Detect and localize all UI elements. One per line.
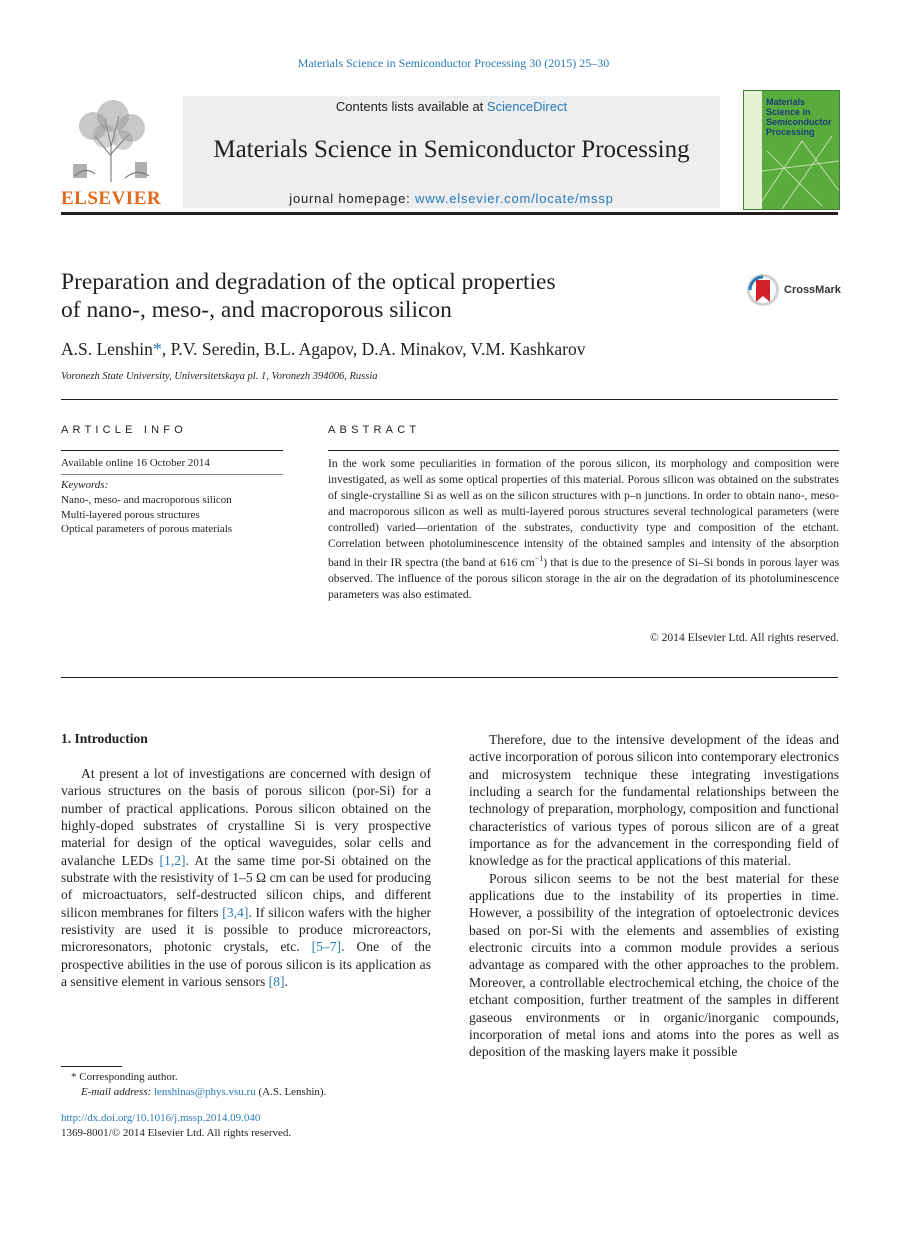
abstract-heading-rule [328,450,839,451]
abstract-text-part-1: In the work some peculiarities in formation of the porous silicon, its morphology and composition were investigated, as well as some optical properties of this material. Porous silicon was obtained on the substrates of single-crystalline Si as well as on the silicon structures with p–n junctions. In order to obtain nano-, meso- and macroporous silicon as well as multi-layered porous structures several technological parameters (were controlled) varied—orientation of the substrates, conductivity type and composition of the etchant. Correlation between photoluminescence intensity of the obtained samples and intensity of the absorption band in their IR spectra (the band at 616 cm [328,457,839,570]
homepage-link[interactable]: www.elsevier.com/locate/mssp [415,191,614,206]
affiliation: Voronezh State University, Universitetskaya pl. 1, Voronezh 394006, Russia [61,371,378,382]
crossmark-icon [746,272,780,308]
footnote [61,1070,326,1100]
email-link[interactable]: lenshinas@phys.vsu.ru [153,1086,256,1098]
elsevier-tree-icon [65,96,157,184]
crossmark-badge[interactable] [746,272,840,308]
citation-3-4[interactable]: [3,4] [222,904,249,920]
abstract-superscript: −1 [534,554,544,564]
paragraph-1 [61,765,431,990]
left-column [61,765,431,990]
email-line [61,1085,326,1100]
abstract-text-part-2: ) that is due to the presence of Si–Si bonds in porous layer was observed. The influence of the porous silicon storage in the air on the degradation of its photoluminescence parameters was also estimated. [328,556,839,602]
title-line-1: Preparation and degradation of the optical properties [61,269,556,295]
cover-strip [744,91,762,209]
introduction-heading: 1. Introduction [61,731,148,746]
abstract-text [328,456,839,603]
corresponding-author-note: * Corresponding author. [71,1071,178,1083]
cover-title: Materials Science in Semiconductor Processing [766,97,832,137]
available-rule [61,474,283,475]
available-online: Available online 16 October 2014 [61,457,210,469]
issn-line: 1369-8001/© 2014 Elsevier Ltd. All rights reserved. [61,1127,292,1139]
sciencedirect-link[interactable]: ScienceDirect [486,99,568,114]
abstract-copyright: © 2014 Elsevier Ltd. All rights reserved. [649,631,839,644]
article-info-heading: ARTICLE INFO [61,424,187,436]
info-heading-rule [61,450,283,451]
right-column [469,731,839,1061]
abstract-heading: ABSTRACT [328,424,421,436]
title-line-2: of nano-, meso-, and macroporous silicon [61,297,452,323]
keyword-item: Optical parameters of porous materials [61,523,233,536]
doi-link[interactable]: http://dx.doi.org/10.1016/j.mssp.2014.09.040 [61,1112,261,1124]
contents-prefix: Contents lists available at [335,99,487,114]
elsevier-logo[interactable] [61,96,161,208]
citation-1-2[interactable]: [1,2] [159,852,186,868]
footnote-rule [61,1066,122,1067]
p1-text-c: . If silicon wafers with the higher resistivity are used it is possible to produce microreactors, microresonators, photonic crystals, etc. [61,904,432,955]
author-list [61,339,585,360]
paragraph-3: Porous silicon seems to be not the best material for these applications due to the instability of its properties in time. However, a possibility of the integration of optoelectronic devices based on por-Si with the elements and assemblies of existing electronic circuits into a common module provides a serious advantage as compared with the other approaches to the problem. Moreover, a controllable electrochemical etching, the choice of the etchant composition, further treatment of the samples in different gaseous environments or in organic/inorganic compounds, incorporation of metal ions and atoms into the pores as well as deposition of the masking layers make it possible [469,870,839,1060]
corresponding-author-mark[interactable]: * [152,339,162,359]
journal-title: Materials Science in Semiconductor Processing [213,136,690,163]
authors-rest: , P.V. Seredin, B.L. Agapov, D.A. Minakov, V.M. Kashkarov [161,339,586,359]
article-title [61,268,701,324]
homepage-prefix: journal homepage: [289,191,415,206]
homepage-line [183,191,720,206]
elsevier-wordmark: ELSEVIER [61,188,162,209]
p1-text-a: At present a lot of investigations are concerned with design of various structures on the basis of porous silicon (por-Si) for a number of practical applications. Porous silicon obtained on the highly-doped substrates of crystalline Si is very prospective material for design of the optical waveguides, solar cells and avalanche LEDs [61,766,431,868]
keywords-block [61,478,232,537]
journal-banner [183,96,720,208]
crossmark-label: CrossMark [784,284,841,296]
author-first: A.S. Lenshin [61,339,153,359]
keywords-label: Keywords: [61,479,109,491]
email-suffix: (A.S. Lenshin). [255,1086,327,1098]
keyword-item: Nano-, meso- and macroporous silicon [61,493,232,506]
journal-reference[interactable]: Materials Science in Semiconductor Processing 30 (2015) 25–30 [297,56,610,70]
email-label: E-mail address: [81,1086,154,1098]
p1-text-b: . At the same time por-Si obtained on the substrate with the resistivity of 1–5 Ω cm can be used for producing of microactuators, self-destructed silicon chips, and different silicon membranes for filters [61,852,431,920]
journal-cover[interactable] [743,90,840,210]
citation-8[interactable]: [8] [268,974,285,990]
citation-5-7[interactable]: [5–7] [311,939,342,955]
header-rule [61,212,838,215]
abstract-bottom-rule [61,677,838,678]
info-top-rule [61,399,838,400]
cover-pattern-icon [762,131,839,209]
p1-text-d: . One of the prospective abilities in the use of porous silicon is its application as a sensitive element in various sensors [61,939,431,990]
contents-line [183,99,720,114]
paragraph-2: Therefore, due to the intensive development of the ideas and active incorporation of porous silicon into contemporary electronics and microsystem technique these integrating investigations including a search for the fundamental relationships between the technology of preparation, morphology, composition and functional characteristics of various types of porous silicon are of a great importance as for the advancement in the corresponding field of knowledge as for the practical applications of this material. [469,732,839,869]
p1-text-e: . [284,974,288,990]
keyword-item: Multi-layered porous structures [61,508,200,521]
